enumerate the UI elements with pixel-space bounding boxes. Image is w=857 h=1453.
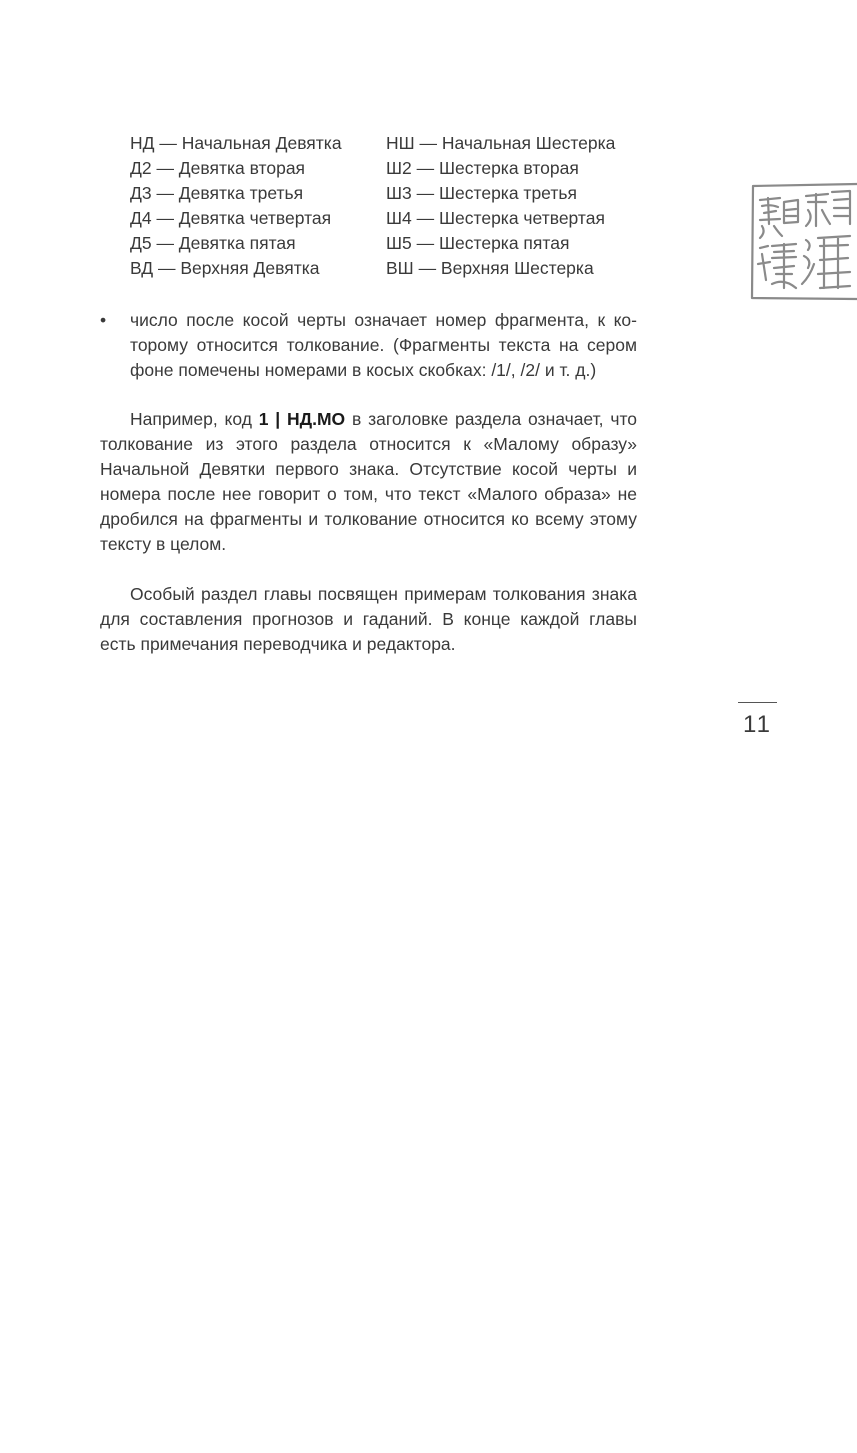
abbr-right-3: Ш3 — Шестерка третья — [386, 183, 577, 203]
abbr-left-2: Д2 — Девятка вторая — [130, 158, 306, 178]
section-note-paragraph: Особый раздел главы посвящен примерам толкования знака для составления прогнозов и гаданий. В конце каждой главы есть примечания переводчика и редактора. — [100, 584, 637, 654]
example-paragraph — [100, 407, 637, 557]
abbr-left-1: НД — Начальная Девятка — [130, 133, 342, 153]
abbr-right-6: ВШ — Верхняя Шестерка — [386, 258, 594, 278]
example-lead: Например, код — [130, 409, 259, 429]
seal-stamp-icon — [750, 180, 857, 302]
abbr-right-1: НШ — Начальная Шестерка — [386, 133, 616, 153]
abbr-left-4: Д4 — Девятка четвертая — [130, 208, 332, 228]
abbr-left-6: ВД — Верхняя Девятка — [130, 258, 320, 278]
example-code: 1 | НД.МО — [258, 409, 346, 429]
bullet-text: число после косой черты означает номер фрагмента, к которому относится толкование. (Фрагменты текста на сером фоне помечены номерами в косых скобках: /1/, /2/ и т. д.) — [130, 310, 637, 380]
abbr-left-5: Д5 — Девятка пятая — [130, 233, 296, 253]
example-rest: в заголовке раздела означает, что толкование из этого раздела относится к «Малому образу» Начальной Девятки первого знака. Отсутствие косой черты и номера после нее говорит о том, что текст «Малого образа» не дробился на фрагменты и толкование относится ко всему этому тексту в целом. — [100, 409, 637, 554]
abbr-right-5: Ш5 — Шестерка пятая — [386, 233, 570, 253]
abbr-left-3: Д3 — Девятка третья — [130, 183, 304, 203]
abbreviation-table — [130, 131, 650, 281]
bullet-item — [100, 308, 637, 383]
abbr-right-2: Ш2 — Шестерка вторая — [386, 158, 579, 178]
abbr-right-4: Ш4 — Шестерка четвертая — [386, 208, 605, 228]
bullet-mark: • — [100, 310, 107, 330]
page-number: 11 — [743, 711, 772, 738]
page-number-rule — [738, 702, 777, 703]
